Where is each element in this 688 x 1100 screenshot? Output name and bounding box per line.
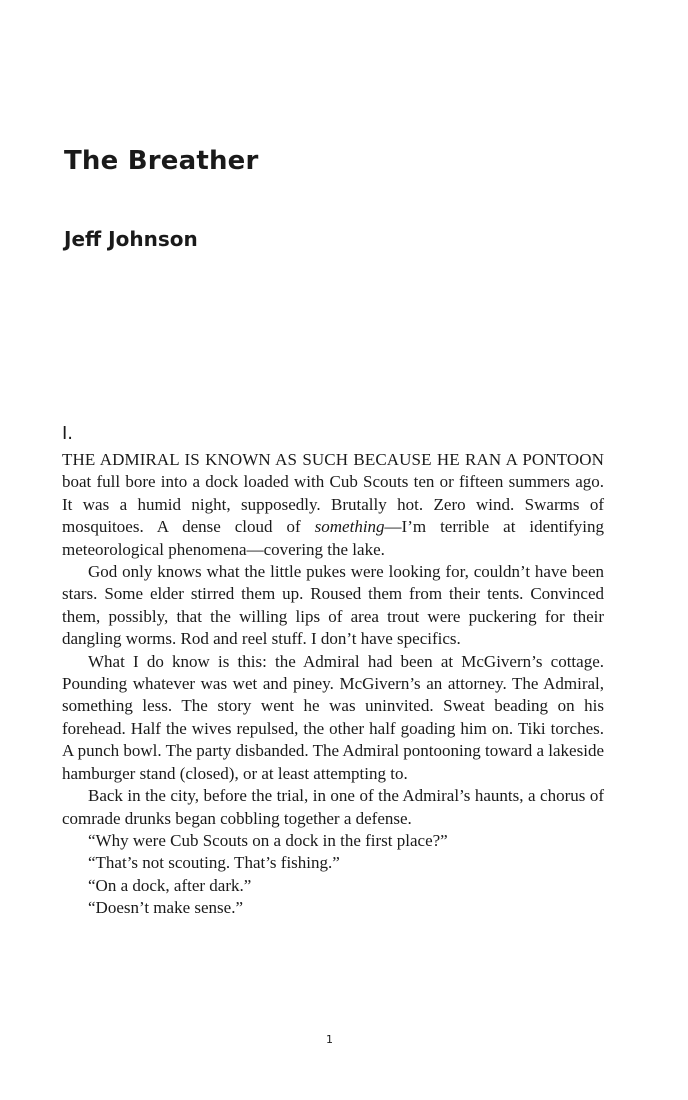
dialogue-1: “Why were Cub Scouts on a dock in the first place?” — [88, 830, 448, 850]
page-number: 1 — [326, 1033, 333, 1046]
story-body — [62, 449, 604, 920]
story-title: The Breather — [64, 146, 259, 176]
paragraph-4: Back in the city, before the trial, in one of the Admiral’s haunts, a chorus of comrade drunks began cobbling together a defense. — [62, 786, 604, 828]
paragraph-1-text-a: boat full bore into a dock loaded with Cub Scouts ten or fifteen summers ago. It was a humid night, supposedly. Brutally hot. Zero wind. Swarms of mosquitoes. A dense cloud of — [62, 472, 604, 537]
paragraph-3: What I do know is this: the Admiral had been at McGivern’s cottage. Pounding whatever was wet and piney. McGivern’s an attorney. The Admiral, something less. The story went he was uninvited. Sweat beading on his forehead. Half the wives repulsed, the other half goading him on. Tiki torches. A punch bowl. The party disbanded. The Admiral pontooning toward a lakeside hamburger stand (closed), or at least attempting to. — [62, 651, 604, 783]
paragraph-2: God only knows what the little pukes were looking for, couldn’t have been stars. Some elder stirred them up. Roused them from their tents. Convinced them, possibly, that the willing lips of area trout were puckering for their dangling worms. Rod and reel stuff. I don’t have specifics. — [62, 562, 604, 649]
dialogue-3: “On a dock, after dark.” — [88, 875, 252, 895]
emphasis-text: something — [314, 517, 385, 537]
paragraph-1-text-b: —I’m terrible at identifying meteorological phenomena—covering the lake. — [62, 517, 604, 559]
dialogue-2: “That’s not scouting. That’s fishing.” — [88, 853, 340, 873]
lead-in-text: THE ADMIRAL IS KNOWN AS SUCH BECAUSE HE RAN A PONTOON — [62, 450, 604, 469]
dialogue-4: “Doesn’t make sense.” — [88, 898, 243, 918]
section-number: I. — [62, 423, 74, 444]
paragraph-1 — [62, 449, 604, 561]
author-name: Jeff Johnson — [64, 227, 198, 251]
